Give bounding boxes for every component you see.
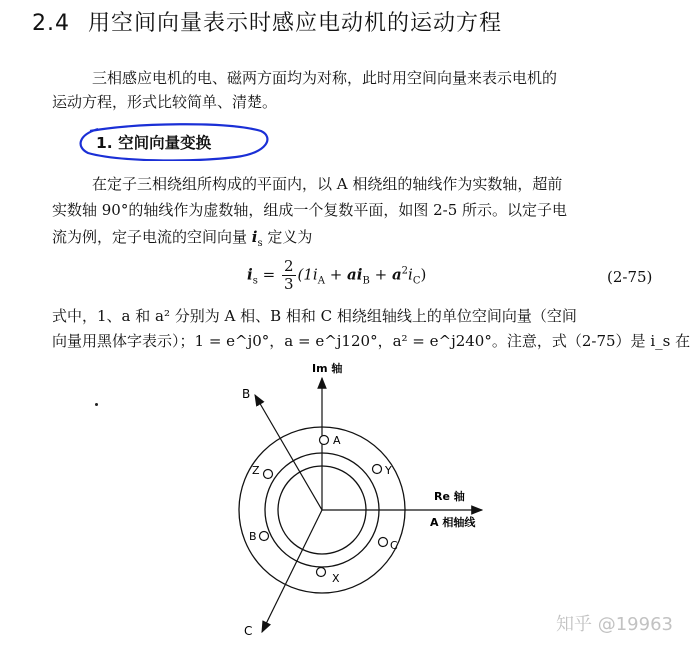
equation-number: (2-75) bbox=[607, 268, 653, 286]
para2-line-1: 式中，1、a 和 a² 分别为 A 相、B 相和 C 相绕组轴线上的单位空间向量（空间 bbox=[52, 307, 577, 325]
current-symbol-sub: s bbox=[257, 238, 263, 249]
eq-term1: (1i bbox=[297, 265, 318, 284]
label-y: Y bbox=[385, 464, 392, 477]
label-a: A bbox=[333, 434, 341, 447]
section-title: 用空间向量表示时感应电动机的运动方程 bbox=[88, 11, 503, 36]
para2-line-2: 向量用黑体字表示）；1 = e^j0°，a = e^j120°，a² = e^j240°。注意，式（2-75）是 i_s 在 bbox=[52, 332, 691, 350]
eq-term2-sub: B bbox=[362, 275, 370, 287]
eq-lhs: i bbox=[247, 265, 253, 284]
winding-y-dot bbox=[373, 465, 382, 474]
label-c: C bbox=[390, 539, 398, 552]
para1-line-3-post: 定义为 bbox=[262, 228, 313, 246]
eq-term3: a bbox=[391, 265, 402, 284]
label-b: B bbox=[249, 530, 257, 543]
a-axis-label: A 相轴线 bbox=[430, 516, 476, 529]
para1-line-3-pre: 流为例，定子电流的空间向量 bbox=[52, 228, 252, 246]
eq-term1-sub: A bbox=[317, 275, 325, 287]
eq-term3-i: i bbox=[408, 265, 413, 284]
c-axis-line bbox=[262, 510, 322, 632]
eq-term3-sup: 2 bbox=[401, 265, 409, 277]
b-axis-line bbox=[255, 395, 322, 510]
eq-close: ) bbox=[420, 265, 427, 284]
label-z: Z bbox=[252, 464, 260, 477]
subsection-heading: 1. 空间向量变换 bbox=[96, 134, 212, 152]
eq-lhs-sub: s bbox=[252, 275, 258, 287]
winding-a-dot bbox=[320, 436, 329, 445]
intro-line-2: 运动方程，形式比较简单、清楚。 bbox=[52, 93, 278, 111]
eq-term3-sub: C bbox=[412, 275, 421, 287]
para1-line-2: 实数轴 90°的轴线作为虚数轴，组成一个复数平面，如图 2-5 所示。以定子电 bbox=[52, 201, 568, 219]
eq-equals: = bbox=[257, 265, 280, 284]
eq-term2: ai bbox=[347, 265, 363, 284]
watermark: 知乎 @19963 bbox=[556, 614, 673, 635]
section-number: 2.4 bbox=[32, 11, 70, 36]
intro-line-1: 三相感应电机的电、磁两方面均为对称，此时用空间向量来表示电机的 bbox=[92, 69, 558, 87]
winding-z-dot bbox=[264, 470, 273, 479]
label-x: X bbox=[332, 572, 340, 585]
winding-c-dot bbox=[379, 538, 388, 547]
winding-b-dot bbox=[260, 532, 269, 541]
eq-plus2: + bbox=[369, 265, 392, 284]
current-symbol: i bbox=[251, 228, 258, 246]
arrow-c-label: C bbox=[244, 624, 253, 638]
eq-plus1: + bbox=[324, 265, 348, 284]
eq-frac-den: 3 bbox=[283, 275, 294, 293]
arrow-b-label: B bbox=[242, 387, 251, 401]
eq-frac-num: 2 bbox=[283, 257, 294, 275]
re-axis-label: Re 轴 bbox=[434, 490, 465, 503]
winding-x-dot bbox=[317, 568, 326, 577]
im-axis-label: Im 轴 bbox=[312, 362, 343, 375]
para1-line-1: 在定子三相绕组所构成的平面内，以 A 相绕组的轴线作为实数轴，超前 bbox=[92, 175, 563, 193]
